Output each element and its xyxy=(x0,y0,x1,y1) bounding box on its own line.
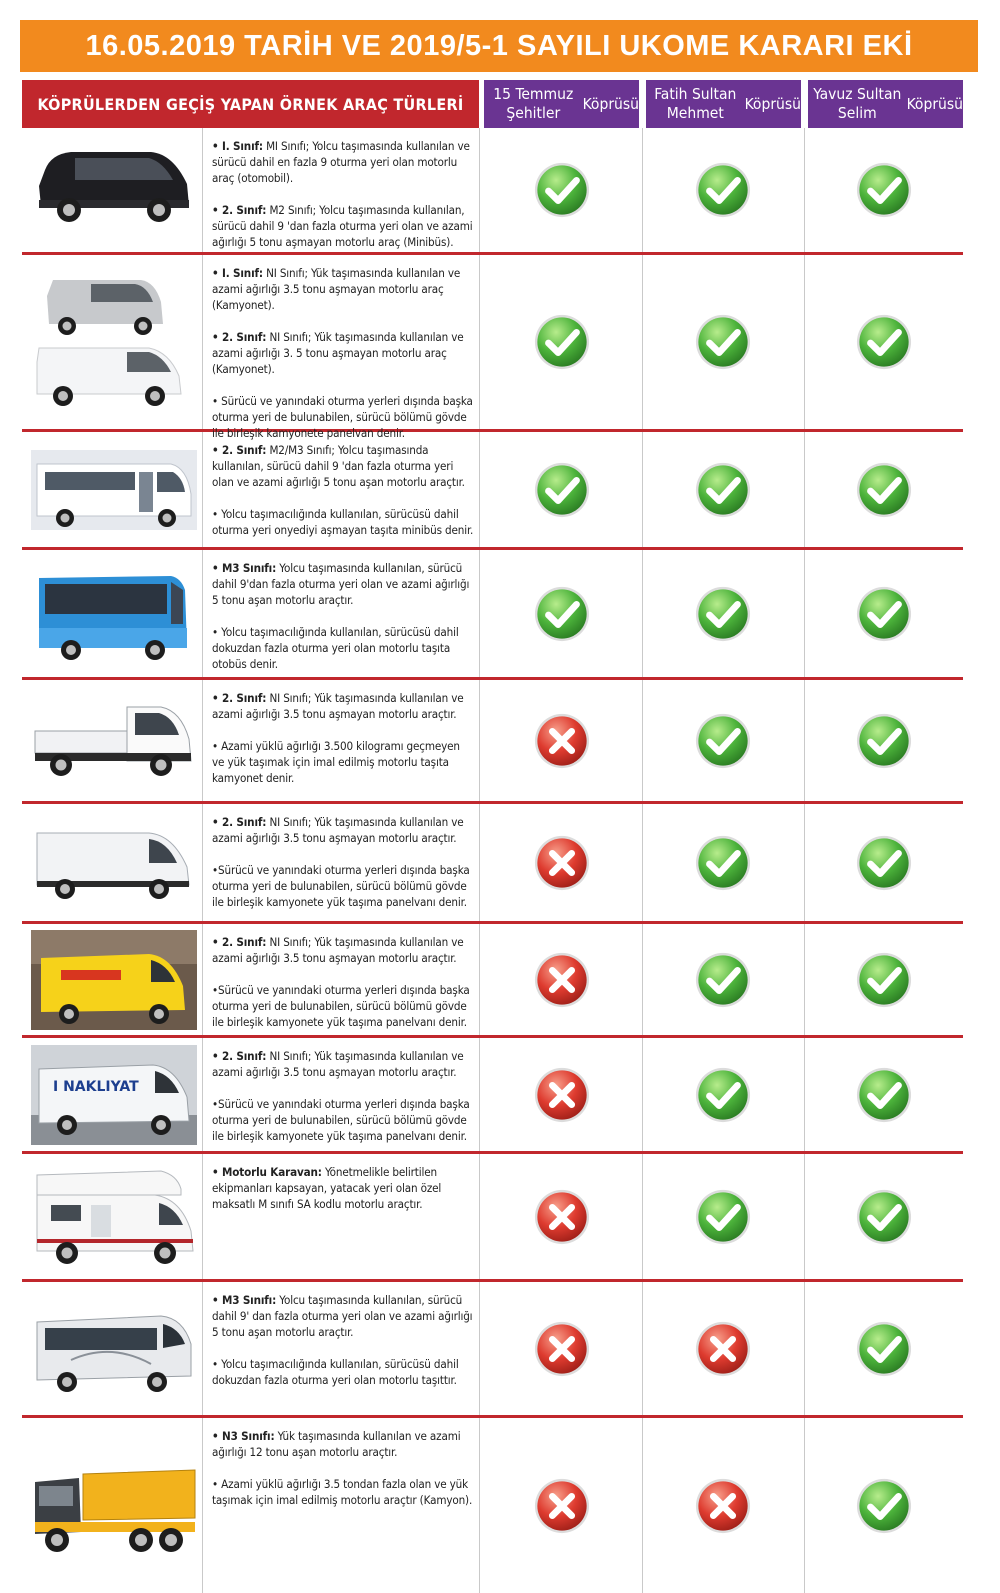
allowed-check-icon xyxy=(855,834,913,892)
pickup-truck-image xyxy=(28,680,200,801)
allowed-check-icon xyxy=(855,313,913,371)
description-text: • Yolcu taşımacılığında kullanılan, sürücüsü dahil oturma yeri onyediyi aşmayan taşıta minibüs denir. xyxy=(212,507,474,537)
description-text: •Sürücü ve yanındaki oturma yerleri dışında başka oturma yeri de bulunabilen, sürücü bölümü gövde ile birleşik kamyonete yük taşıma panelvanı denir. xyxy=(212,863,470,909)
bridge-header-line2: Köprüsü xyxy=(744,94,801,113)
description-paragraph xyxy=(212,1476,474,1508)
description-text: NI Sınıfı; Yük taşımasında kullanılan ve azami ağırlığı 3. 5 tonu aşmayan motorlu araç (Kamyonet). xyxy=(212,330,464,376)
description-text: Yönetmelikle belirtilen ekipmanları kapsayan, yatacak yeri olan özel maksatlı M sınıfı SA kodlu motorlu araçtır. xyxy=(212,1165,442,1211)
allowed-check-icon xyxy=(694,461,752,519)
vehicle-row xyxy=(22,550,963,680)
description-text: •Sürücü ve yanındaki oturma yerleri dışında başka oturma yeri de bulunabilen, sürücü bölümü gövde ile birleşik kamyonete yük taşıma panelvanı denir. xyxy=(212,983,470,1029)
description-text: M2/M3 Sınıfı; Yolcu taşımasında kullanılan, sürücü dahil 9 'dan fazla oturma yeri olan ve azami ağırlığı 5 tonu aşan motorlu araçtır. xyxy=(212,443,465,489)
allowed-check-icon xyxy=(855,585,913,643)
class-label: • 2. Sınıf: xyxy=(212,1049,267,1063)
vehicle-row xyxy=(22,432,963,550)
yellow-van-photo xyxy=(28,924,200,1035)
nakliyat-van-photo xyxy=(28,1038,200,1151)
allowed-check-icon xyxy=(533,585,591,643)
description-text: NI Sınıfı; Yük taşımasında kullanılan ve azami ağırlığı 3.5 tonu aşmayan motorlu araçtır. xyxy=(212,815,464,845)
allowed-check-icon xyxy=(855,1188,913,1246)
allowed-check-icon xyxy=(855,951,913,1009)
allowed-check-icon xyxy=(855,1320,913,1378)
page-title: 16.05.2019 TARİH VE 2019/5-1 SAYILI UKOME KARARI EKİ xyxy=(20,20,978,72)
allowed-check-icon xyxy=(694,1066,752,1124)
class-label: • N3 Sınıfı: xyxy=(212,1429,275,1443)
allowed-check-icon xyxy=(855,1066,913,1124)
vehicle-row xyxy=(22,680,963,804)
forbidden-cross-icon xyxy=(533,712,591,770)
bridge-header-fatih-sultan-mehmet xyxy=(646,80,801,128)
allowed-check-icon xyxy=(533,313,591,371)
class-label: • 2. Sınıf: xyxy=(212,935,267,949)
vehicle-description xyxy=(212,934,474,1030)
description-paragraph xyxy=(212,138,474,186)
coach-bus-image xyxy=(28,1282,200,1415)
vehicle-row xyxy=(22,255,963,440)
description-text: MI Sınıfı; Yolcu taşımasında kullanılan ve sürücü dahil en fazla 9 oturma yeri olan motorlu araç (otomobil). xyxy=(212,139,470,185)
bridge-header-yavuz-sultan-selim xyxy=(808,80,963,128)
vehicle-description xyxy=(212,560,474,672)
description-paragraph xyxy=(212,202,474,250)
minivan-image xyxy=(28,128,200,252)
vehicle-description xyxy=(212,442,474,538)
allowed-check-icon xyxy=(694,313,752,371)
description-text: • Yolcu taşımacılığında kullanılan, sürücüsü dahil dokuzdan fazla oturma yeri olan motorlu taşıttır. xyxy=(212,1357,459,1387)
description-paragraph xyxy=(212,1048,474,1080)
description-text: NI Sınıfı; Yük taşımasında kullanılan ve azami ağırlığı 3.5 tonu aşmayan motorlu araçtır. xyxy=(212,1049,464,1079)
motor-caravan-image xyxy=(28,1154,200,1279)
allowed-check-icon xyxy=(855,1477,913,1535)
allowed-check-icon xyxy=(694,585,752,643)
vehicle-row xyxy=(22,1154,963,1282)
vehicle-types-column-header: KÖPRÜLERDEN GEÇİŞ YAPAN ÖRNEK ARAÇ TÜRLERİ xyxy=(22,80,479,128)
description-paragraph xyxy=(212,862,474,910)
forbidden-cross-icon xyxy=(533,1477,591,1535)
vehicle-row xyxy=(22,128,963,255)
bridge-header-line1: Fatih Sultan Mehmet xyxy=(654,85,737,122)
description-text: •Sürücü ve yanındaki oturma yerleri dışında başka oturma yeri de bulunabilen, sürücü bölümü gövde ile birleşik kamyonete yük taşıma panelvanı denir. xyxy=(212,1097,470,1143)
description-paragraph xyxy=(212,624,474,672)
allowed-check-icon xyxy=(533,461,591,519)
vehicle-description xyxy=(212,1292,474,1388)
description-paragraph xyxy=(212,982,474,1030)
description-text: Yük taşımasında kullanılan ve azami ağırlığı 12 tonu aşan motorlu araçtır. xyxy=(212,1429,461,1459)
allowed-check-icon xyxy=(694,712,752,770)
description-paragraph xyxy=(212,1292,474,1340)
bridge-header-line1: 15 Temmuz Şehitler xyxy=(493,85,574,122)
allowed-check-icon xyxy=(855,161,913,219)
description-paragraph xyxy=(212,265,474,313)
dump-truck-image xyxy=(28,1418,200,1593)
forbidden-cross-icon xyxy=(694,1320,752,1378)
description-paragraph xyxy=(212,1096,474,1144)
vehicle-description xyxy=(212,1428,474,1508)
description-paragraph xyxy=(212,690,474,722)
bridge-header-line1: Yavuz Sultan Selim xyxy=(813,85,902,122)
forbidden-cross-icon xyxy=(533,951,591,1009)
description-paragraph xyxy=(212,1164,474,1212)
allowed-check-icon xyxy=(694,951,752,1009)
description-paragraph xyxy=(212,814,474,846)
vehicle-row xyxy=(22,1038,963,1154)
description-paragraph xyxy=(212,738,474,786)
bridge-header-15-temmuz xyxy=(484,80,639,128)
class-label: • Motorlu Karavan: xyxy=(212,1165,322,1179)
vehicle-description xyxy=(212,138,474,250)
forbidden-cross-icon xyxy=(533,1188,591,1246)
vehicle-description xyxy=(212,814,474,910)
description-text: Yolcu taşımasında kullanılan, sürücü dahil 9' dan fazla oturma yeri olan ve azami ağırlığı 5 tonu aşan motorlu araçtır. xyxy=(212,1293,473,1339)
description-text: M2 Sınıfı; Yolcu taşımasında kullanılan, sürücü dahil 9 'dan fazla oturma yeri olan ve azami ağırlığı 5 tonu aşmayan motorlu araç (Minibüs). xyxy=(212,203,473,249)
minibus-image xyxy=(28,432,200,547)
panel-van-image xyxy=(28,804,200,921)
description-paragraph xyxy=(212,506,474,538)
description-text: • Sürücü ve yanındaki oturma yerleri dışında başka oturma yeri de bulunabilen, sürücü bölümü gövde ile birleşik kamyonete panelvan denir. xyxy=(212,394,473,440)
svg-text:I NAKLIYAT: I NAKLIYAT xyxy=(53,1078,139,1095)
class-label: • 2. Sınıf: xyxy=(212,815,267,829)
description-paragraph xyxy=(212,560,474,608)
vehicle-row xyxy=(22,1418,963,1593)
class-label: • M3 Sınıfı: xyxy=(212,561,277,575)
description-text: Yolcu taşımasında kullanılan, sürücü dahil 9'dan fazla oturma yeri olan ve azami ağırlığı 5 tonu aşan motorlu araçtır. xyxy=(212,561,470,607)
bridge-header-line2: Köprüsü xyxy=(582,94,639,113)
vehicle-description xyxy=(212,265,474,441)
forbidden-cross-icon xyxy=(694,1477,752,1535)
allowed-check-icon xyxy=(694,834,752,892)
forbidden-cross-icon xyxy=(533,1320,591,1378)
allowed-check-icon xyxy=(694,161,752,219)
class-label: • 2. Sınıf: xyxy=(212,691,267,705)
class-label: • 2. Sınıf: xyxy=(212,330,267,344)
description-paragraph xyxy=(212,329,474,377)
allowed-check-icon xyxy=(533,161,591,219)
vehicle-description xyxy=(212,1164,474,1212)
description-text: • Yolcu taşımacılığında kullanılan, sürücüsü dahil dokuzdan fazla oturma yeri olan motorlu taşıta otobüs denir. xyxy=(212,625,459,671)
vehicle-row xyxy=(22,1282,963,1418)
forbidden-cross-icon xyxy=(533,834,591,892)
allowed-check-icon xyxy=(855,712,913,770)
light-commercial-vans-image xyxy=(28,255,200,429)
description-text: NI Sınıfı; Yük taşımasında kullanılan ve azami ağırlığı 3.5 tonu aşmayan motorlu araçtır. xyxy=(212,691,464,721)
description-paragraph xyxy=(212,1428,474,1460)
description-paragraph xyxy=(212,442,474,490)
description-paragraph xyxy=(212,1356,474,1388)
description-text: • Azami yüklü ağırlığı 3.500 kilogramı geçmeyen ve yük taşımak için imal edilmiş motorlu taşıta kamyonet denir. xyxy=(212,739,460,785)
vehicle-row xyxy=(22,924,963,1038)
class-label: • 2. Sınıf: xyxy=(212,443,267,457)
class-label: • 2. Sınıf: xyxy=(212,203,267,217)
description-paragraph xyxy=(212,934,474,966)
description-text: NI Sınıfı; Yük taşımasında kullanılan ve azami ağırlığı 3.5 tonu aşmayan motorlu araç (Kamyonet). xyxy=(212,266,461,312)
allowed-check-icon xyxy=(694,1188,752,1246)
class-label: • M3 Sınıfı: xyxy=(212,1293,277,1307)
allowed-check-icon xyxy=(855,461,913,519)
description-text: • Azami yüklü ağırlığı 3.5 tondan fazla olan ve yük taşımak için imal edilmiş motorlu araçtır (Kamyon). xyxy=(212,1477,473,1507)
class-label: • I. Sınıf: xyxy=(212,139,263,153)
vehicle-row xyxy=(22,804,963,924)
vehicle-description xyxy=(212,690,474,786)
vehicle-description xyxy=(212,1048,474,1144)
forbidden-cross-icon xyxy=(533,1066,591,1124)
city-bus-image xyxy=(28,550,200,677)
description-text: NI Sınıfı; Yük taşımasında kullanılan ve azami ağırlığı 3.5 tonu aşmayan motorlu araçtır. xyxy=(212,935,464,965)
vehicle-bridge-table xyxy=(22,128,978,1593)
class-label: • I. Sınıf: xyxy=(212,266,263,280)
bridge-header-line2: Köprüsü xyxy=(906,94,963,113)
